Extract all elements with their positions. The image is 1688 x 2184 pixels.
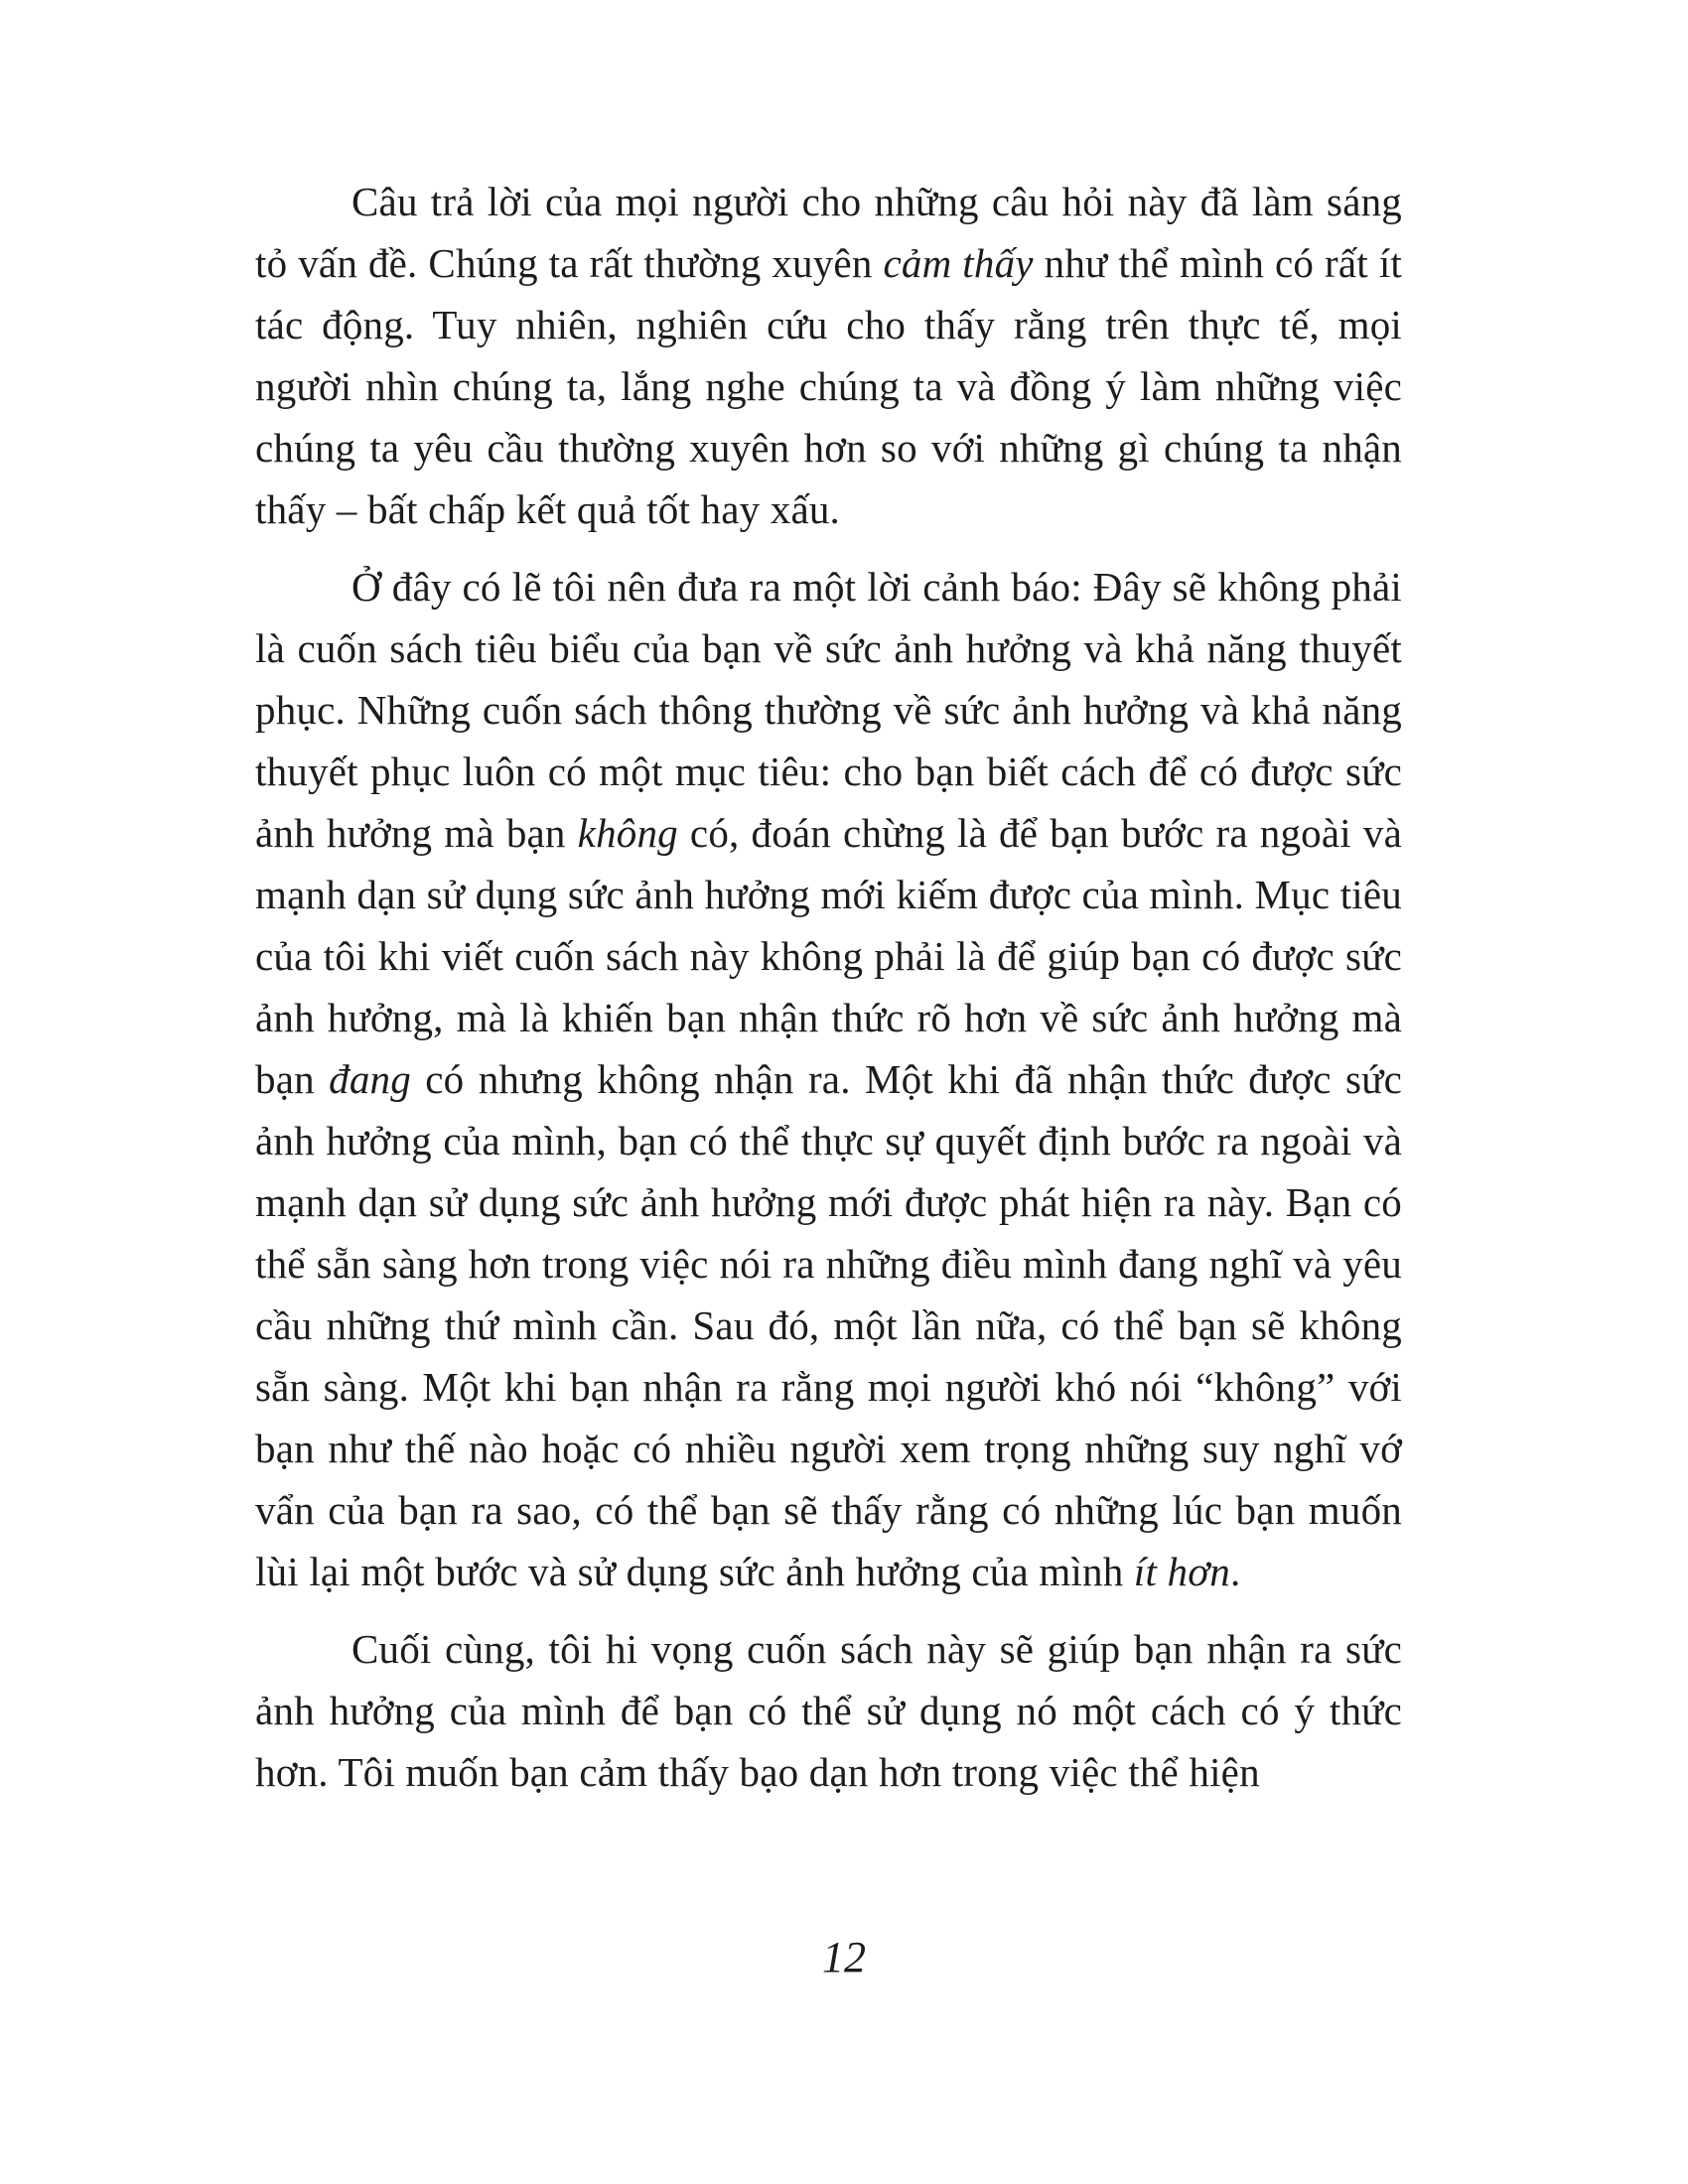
page-number: 12 bbox=[822, 1933, 866, 1981]
text-run: . bbox=[1230, 1549, 1241, 1594]
text-run: có, đoán chừng là để bạn bước ra ngoài và mạnh dạn sử dụng sức ảnh hưởng mới kiếm được của mình. Mục tiêu của tôi khi viết cuốn sách này không phải là để giúp bạn có được sức ảnh hưởng, mà là khiến bạn nhận thức rõ hơn về sức ảnh hưởng mà bạn bbox=[255, 810, 1402, 1102]
paragraph bbox=[255, 1618, 1402, 1803]
text-run: như thể mình có rất ít tác động. Tuy nhiên, nghiên cứu cho thấy rằng trên thực tế, mọi người nhìn chúng ta, lắng nghe chúng ta và đồng ý làm những việc chúng ta yêu cầu thường xuyên hơn so với những gì chúng ta nhận thấy – bất chấp kết quả tốt hay xấu. bbox=[255, 240, 1403, 532]
text-block bbox=[255, 171, 1402, 1819]
italic-text-run: đang bbox=[329, 1056, 411, 1102]
italic-text-run: cảm thấy bbox=[883, 240, 1034, 286]
text-run: Ở đây có lẽ tôi nên đưa ra một lời cảnh báo: Đây sẽ không phải là cuốn sách tiêu biểu của bạn về sức ảnh hưởng và khả năng thuyết phục. Những cuốn sách thông thường về sức ảnh hưởng và khả năng thuyết phục luôn có một mục tiêu: cho bạn biết cách để có được sức ảnh hưởng mà bạn bbox=[255, 564, 1402, 856]
text-run: Cuối cùng, tôi hi vọng cuốn sách này sẽ giúp bạn nhận ra sức ảnh hưởng của mình để bạn có thể sử dụng nó một cách có ý thức hơn. Tôi muốn bạn cảm thấy bạo dạn hơn trong việc thể hiện bbox=[255, 1626, 1402, 1795]
italic-text-run: ít hơn bbox=[1133, 1549, 1230, 1594]
text-run: Câu trả lời của mọi người cho những câu hỏi này đã làm sáng tỏ vấn đề. Chúng ta rất thường xuyên bbox=[255, 179, 1402, 286]
italic-text-run: không bbox=[577, 810, 678, 856]
text-run: có nhưng không nhận ra. Một khi đã nhận thức được sức ảnh hưởng của mình, bạn có thể thực sự quyết định bước ra ngoài và mạnh dạn sử dụng sức ảnh hưởng mới được phát hiện ra này. Bạn có thể sẵn sàng hơn trong việc nói ra những điều mình đang nghĩ và yêu cầu những thứ mình cần. Sau đó, một lần nữa, có thể bạn sẽ không sẵn sàng. Một khi bạn nhận ra rằng mọi người khó nói “không” với bạn như thế nào hoặc có nhiều người xem trọng những suy nghĩ vớ vẩn của bạn ra sao, có thể bạn sẽ thấy rằng có những lúc bạn muốn lùi lại một bước và sử dụng sức ảnh hưởng của mình bbox=[255, 1056, 1403, 1594]
paragraph bbox=[255, 171, 1402, 540]
paragraph bbox=[255, 556, 1402, 1602]
